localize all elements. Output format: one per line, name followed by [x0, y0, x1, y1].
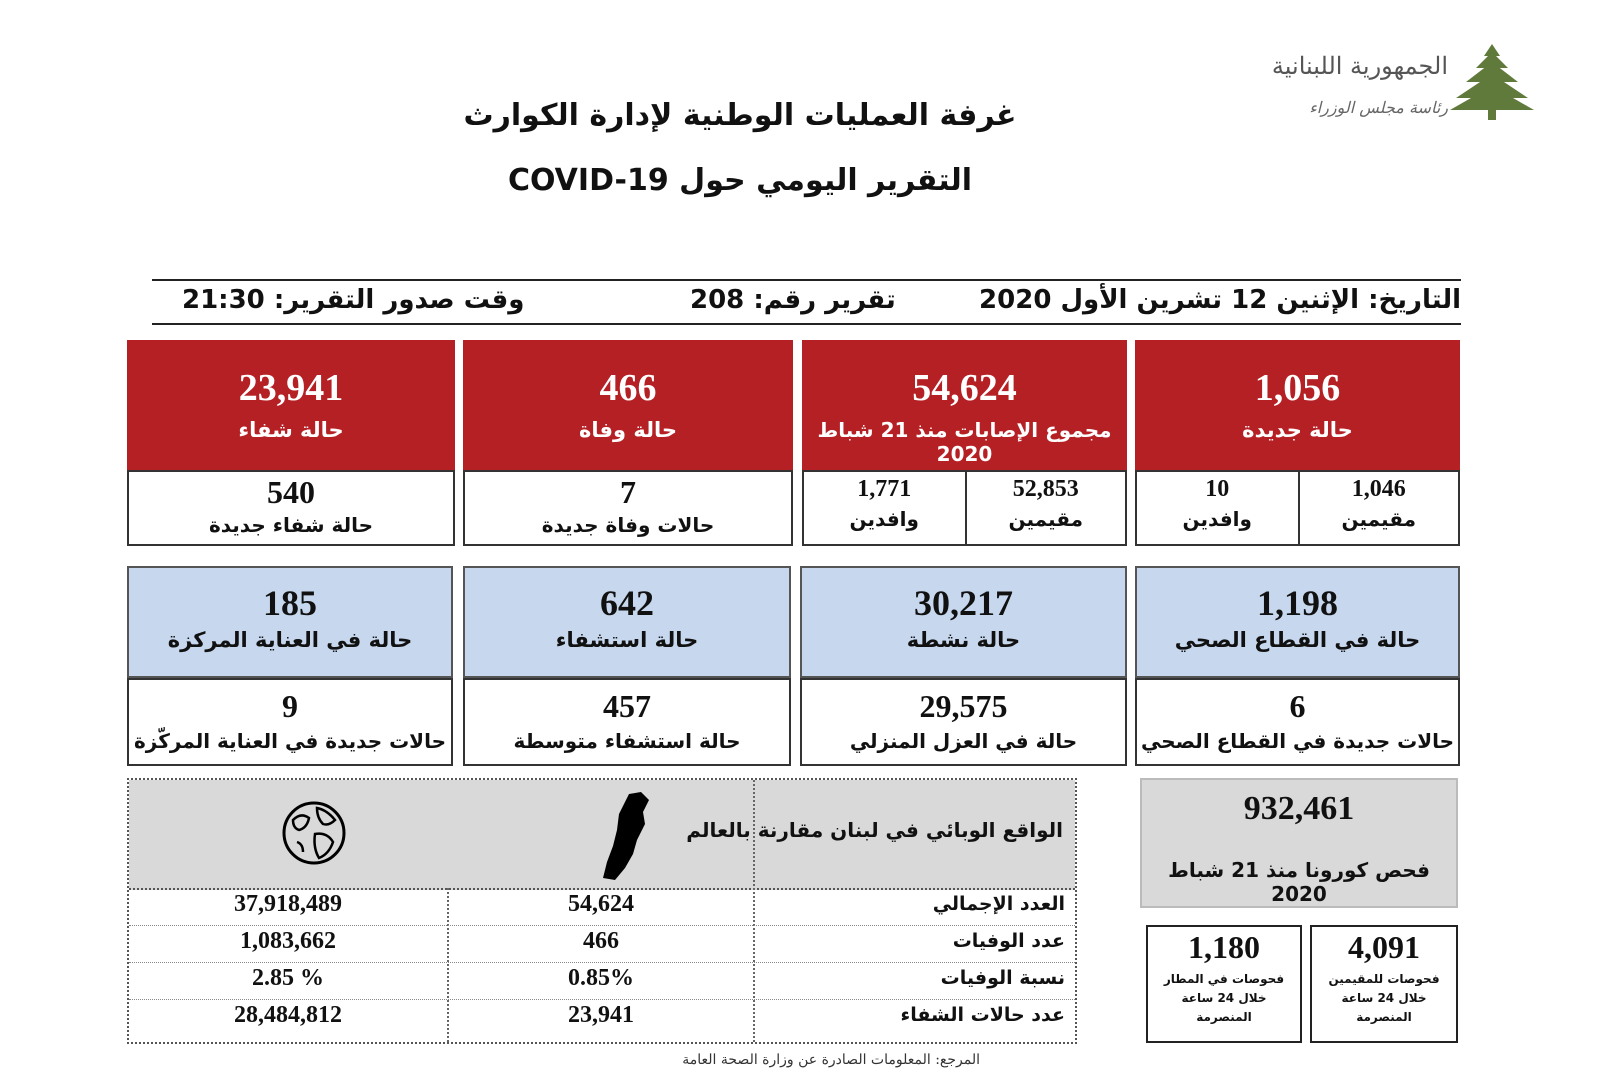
new-deaths-value: 7	[620, 474, 636, 510]
total-cases-value: 54,624	[912, 367, 1017, 409]
world-table-heading: الواقع الوبائي في لبنان مقارنة بالعالم	[686, 818, 1063, 842]
moderate-hospitalized-box	[463, 678, 791, 766]
health-sector-label: حالة في القطاع الصحي	[1174, 628, 1421, 652]
moderate-hospitalized-label: حالة استشفاء متوسطة	[513, 729, 741, 753]
logo-text-republic: الجمهورية اللبنانية	[1271, 52, 1448, 80]
world-row-label: عدد حالات الشفاء	[900, 1004, 1065, 1026]
page-title: غرفة العمليات الوطنية لإدارة الكوارث	[463, 98, 1017, 133]
lebanon-total-value: 54,624	[568, 891, 634, 917]
total-cases-breakdown	[802, 470, 1127, 546]
total-tests-card	[1140, 778, 1458, 908]
world-death-rate-value: 2.85 %	[252, 965, 324, 991]
new-recoveries-label: حالة شفاء جديدة	[208, 513, 374, 537]
recoveries-label: حالة شفاء	[238, 418, 344, 442]
world-table-header	[129, 780, 1075, 890]
world-row-label: نسبة الوفيات	[940, 967, 1065, 989]
world-row-death-rate	[129, 962, 1075, 1000]
world-row-label: عدد الوفيات	[952, 930, 1065, 952]
lebanon-map-icon	[589, 790, 661, 882]
total-arrivals-label: وافدين	[849, 507, 919, 531]
home-isolation-box	[800, 678, 1127, 766]
health-sector-new-box	[1135, 678, 1460, 766]
new-cases-value: 1,056	[1254, 367, 1341, 409]
lebanon-recoveries-value: 23,941	[568, 1002, 634, 1028]
icu-new-value: 9	[282, 688, 298, 724]
moderate-hospitalized-value: 457	[603, 688, 651, 724]
deaths-value: 466	[599, 367, 657, 409]
airport-tests-label: فحوصات في المطار خلال 24 ساعة المنصرمة	[1163, 972, 1285, 1025]
home-isolation-label: حالة في العزل المنزلي	[849, 729, 1078, 753]
new-cases-arrivals-label: وافدين	[1182, 507, 1252, 531]
active-cases-card	[800, 566, 1127, 678]
page-subtitle: التقرير اليومي حول COVID-19	[507, 163, 973, 198]
airport-tests-value: 1,180	[1188, 929, 1260, 965]
world-total-value: 37,918,489	[234, 891, 342, 917]
world-row-recoveries	[129, 999, 1075, 1036]
icu-card	[127, 566, 453, 678]
icu-new-box	[127, 678, 453, 766]
icu-label: حالة في العناية المركزة	[167, 628, 413, 652]
home-isolation-value: 29,575	[919, 688, 1008, 724]
report-date: التاريخ: الإثنين 12 تشرين الأول 2020	[979, 285, 1461, 315]
resident-tests-box	[1310, 925, 1458, 1043]
source-footnote: المرجع: المعلومات الصادرة عن وزارة الصحة العامة	[682, 1052, 980, 1068]
globe-icon	[279, 798, 349, 868]
new-cases-label: حالة جديدة	[1242, 418, 1353, 442]
new-deaths-box	[463, 470, 793, 546]
hospitalized-label: حالة استشفاء	[555, 628, 699, 652]
total-arrivals-value: 1,771	[857, 476, 912, 502]
new-deaths-label: حالات وفاة جديدة	[541, 513, 715, 537]
new-cases-card	[1135, 340, 1460, 470]
new-cases-breakdown	[1135, 470, 1460, 546]
world-recoveries-value: 28,484,812	[234, 1002, 342, 1028]
resident-tests-label: فحوصات للمقيمين خلال 24 ساعة المنصرمة	[1328, 972, 1440, 1025]
total-cases-card	[802, 340, 1127, 470]
total-tests-label: فحص كورونا منذ 21 شباط 2020	[1168, 858, 1430, 906]
logo-text-presidency: رئاسة مجلس الوزراء	[1309, 98, 1448, 117]
recoveries-card	[127, 340, 455, 470]
report-issue-time: وقت صدور التقرير: 21:30	[182, 285, 525, 315]
new-recoveries-box	[127, 470, 455, 546]
world-deaths-value: 1,083,662	[240, 928, 336, 954]
airport-tests-box	[1146, 925, 1302, 1043]
health-sector-value: 1,198	[1257, 583, 1338, 623]
active-cases-value: 30,217	[914, 583, 1013, 623]
resident-tests-value: 4,091	[1348, 929, 1420, 965]
new-recoveries-value: 540	[267, 474, 315, 510]
total-tests-value: 932,461	[1243, 790, 1355, 827]
world-row-label: العدد الإجمالي	[932, 893, 1065, 915]
health-sector-new-value: 6	[1289, 688, 1306, 724]
deaths-card	[463, 340, 793, 470]
report-info-bar	[152, 279, 1461, 325]
hospitalized-card	[463, 566, 791, 678]
deaths-label: حالة وفاة	[578, 418, 678, 442]
new-cases-arrivals-value: 10	[1205, 476, 1230, 502]
lebanon-death-rate-value: 0.85%	[568, 965, 634, 991]
hospitalized-value: 642	[600, 583, 654, 623]
total-residents-value: 52,853	[1012, 476, 1079, 502]
new-cases-residents-value: 1,046	[1351, 476, 1406, 502]
world-comparison-table	[127, 778, 1077, 1044]
world-row-total	[129, 888, 1075, 926]
total-residents-label: مقيمين	[1008, 507, 1083, 531]
lebanon-deaths-value: 466	[583, 928, 619, 954]
report-number: تقرير رقم: 208	[690, 285, 896, 315]
new-cases-residents-label: مقيمين	[1341, 507, 1416, 531]
world-row-deaths	[129, 925, 1075, 963]
icu-new-label: حالات جديدة في العناية المركّزة	[134, 729, 446, 753]
recoveries-value: 23,941	[238, 367, 344, 409]
total-cases-label: مجموع الإصابات منذ 21 شباط 2020	[817, 418, 1112, 466]
cedar-logo-icon	[1448, 42, 1536, 122]
health-sector-new-label: حالات جديدة في القطاع الصحي	[1140, 729, 1455, 753]
health-sector-card	[1135, 566, 1460, 678]
icu-value: 185	[263, 583, 317, 623]
active-cases-label: حالة نشطة	[906, 628, 1021, 652]
